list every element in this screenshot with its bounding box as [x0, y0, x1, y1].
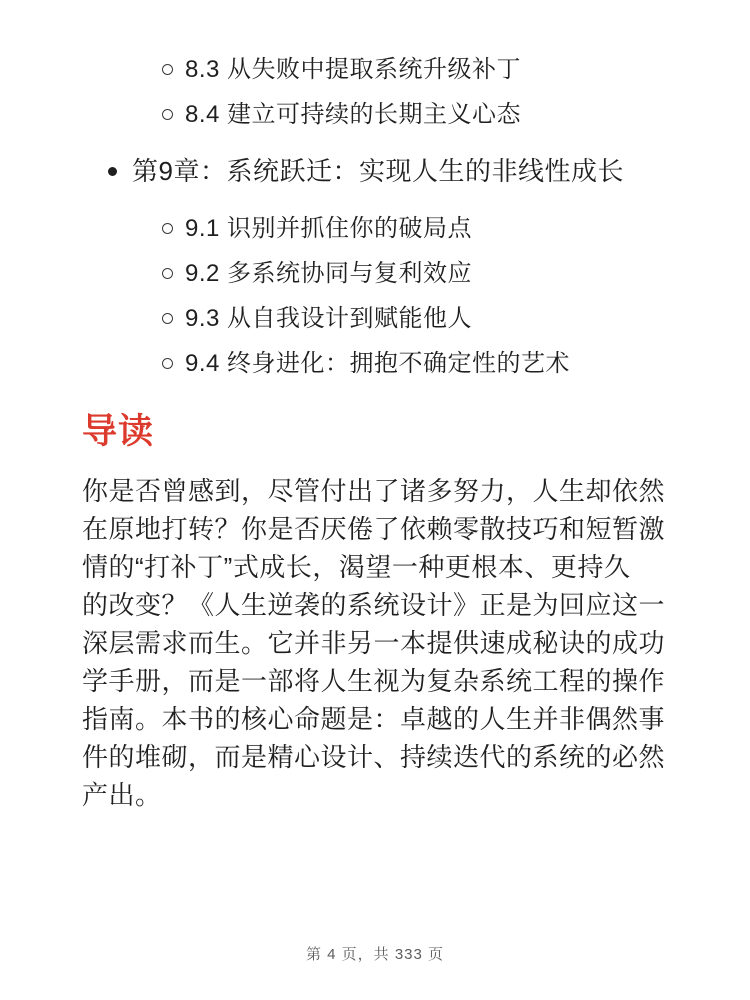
toc-item-label: 8.4 建立可持续的长期主义心态 — [185, 101, 522, 128]
toc-chapter-item — [82, 149, 668, 194]
circle-bullet-icon — [162, 358, 173, 369]
toc-item-label: 9.1 识别并抓住你的破局点 — [185, 215, 473, 242]
paragraph-line: 深层需求而生。它并非另一本提供速成秘诀的成功 — [82, 628, 666, 658]
paragraph-line: 指南。本书的核心命题是：卓越的人生并非偶然事 — [82, 704, 666, 734]
paragraph-line: 学手册，而是一部将人生视为复杂系统工程的操作 — [82, 666, 666, 696]
paragraph-line: 在原地打转？你是否厌倦了依赖零散技巧和短暂激 — [82, 514, 666, 544]
page-number-indicator: 第 4 页，共 333 页 — [305, 946, 445, 963]
intro-paragraph — [82, 472, 668, 814]
toc-item-label: 8.3 从失败中提取系统升级补丁 — [185, 56, 522, 83]
circle-bullet-icon — [162, 313, 173, 324]
circle-bullet-icon — [162, 109, 173, 120]
section-heading: 导读 — [82, 412, 155, 451]
table-of-contents — [82, 47, 668, 386]
toc-item-label: 9.3 从自我设计到赋能他人 — [185, 305, 473, 332]
toc-item — [82, 341, 668, 386]
toc-item — [82, 206, 668, 251]
toc-item — [82, 251, 668, 296]
paragraph-line: 的改变？《人生逆袭的系统设计》正是为回应这一 — [82, 590, 666, 620]
paragraph-line: 件的堆砌，而是精心设计、持续迭代的系统的必然 — [82, 742, 666, 772]
toc-item — [82, 92, 668, 137]
paragraph-line: 情的“打补丁”式成长，渴望一种更根本、更持久 — [82, 552, 631, 582]
paragraph-line: 产出。 — [82, 780, 162, 810]
disc-bullet-icon — [108, 167, 117, 176]
circle-bullet-icon — [162, 268, 173, 279]
paragraph-line: 你是否曾感到，尽管付出了诸多努力，人生却依然 — [82, 476, 666, 506]
circle-bullet-icon — [162, 64, 173, 75]
toc-chapter-label: 第9章：系统跃迁：实现人生的非线性成长 — [132, 156, 624, 186]
toc-item-label: 9.2 多系统协同与复利效应 — [185, 260, 473, 287]
toc-item — [82, 296, 668, 341]
toc-item — [82, 47, 668, 92]
toc-item-label: 9.4 终身进化：拥抱不确定性的艺术 — [185, 350, 571, 377]
circle-bullet-icon — [162, 223, 173, 234]
